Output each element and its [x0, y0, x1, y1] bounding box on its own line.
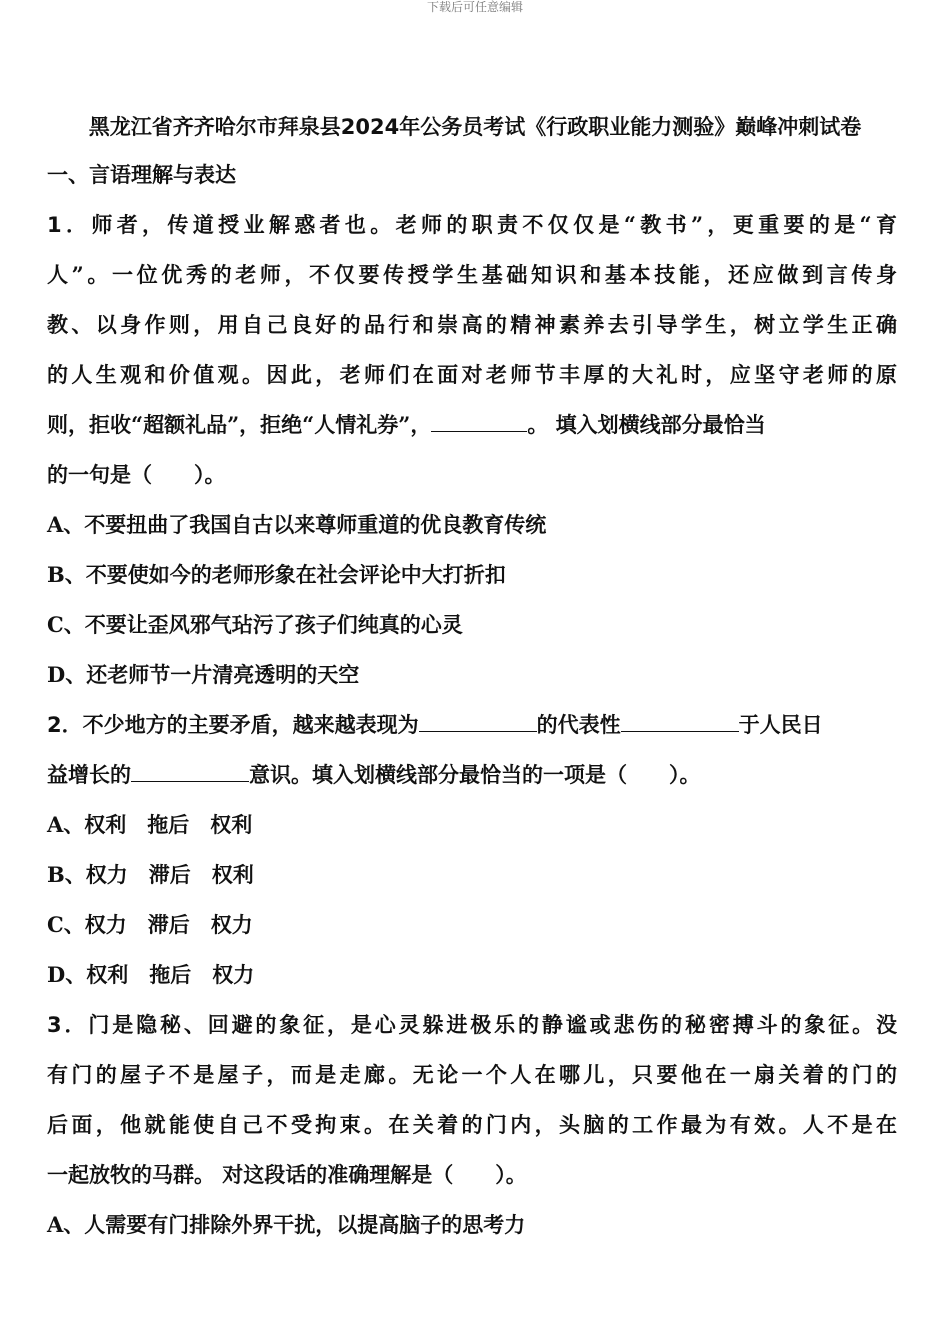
question-1-line: 的人生观和价值观。因此，老师们在面对老师节丰厚的大礼时，应坚守老师的原 — [47, 362, 897, 387]
question-1-line: 教、以身作则，用自己良好的品行和崇高的精神素养去引导学生，树立学生正确 — [47, 312, 897, 337]
question-2-text: 意识。填入划横线部分最恰当的一项是（ ）。 — [249, 762, 701, 787]
question-2-option-c: C、权力 滞后 权力 — [47, 912, 253, 937]
question-1-line: 人”。一位优秀的老师，不仅要传授学生基础知识和基本技能，还应做到言传身 — [47, 262, 897, 287]
question-1-option-a: A、不要扭曲了我国自古以来尊师重道的优良教育传统 — [47, 512, 547, 537]
answer-blank — [621, 709, 739, 732]
question-2-text: 的代表性 — [536, 712, 621, 737]
question-1-number: 1 — [47, 213, 62, 237]
question-2-option-b: B、权力 滞后 权利 — [47, 862, 254, 887]
question-content — [47, 209, 897, 1259]
question-1-line — [47, 209, 897, 259]
answer-blank — [131, 759, 249, 782]
question-1-option-d: D、还老师节一片清亮透明的天空 — [47, 662, 360, 687]
question-2-line — [47, 759, 897, 809]
question-1-text: ．师者，传道授业解惑者也。老师的职责不仅仅是“教书”，更重要的是“育 — [61, 212, 897, 237]
question-3-line: 有门的屋子不是屋子，而是走廊。无论一个人在哪儿，只要他在一扇关着的门的 — [47, 1062, 897, 1087]
question-1-text: 则，拒收“超额礼品”，拒绝“人情礼券”， — [47, 412, 432, 437]
header-watermark: 下载后可任意编辑 — [426, 0, 523, 14]
question-1-option-c: C、不要让歪风邪气玷污了孩子们纯真的心灵 — [47, 612, 463, 637]
question-1-text: 。 填入划横线部分最恰当 — [527, 412, 766, 437]
question-2-text: 益增长的 — [47, 762, 131, 787]
section-heading: 一、言语理解与表达 — [47, 163, 236, 187]
question-3-option-a: A、人需要有门排除外界干扰，以提高脑子的思考力 — [47, 1212, 526, 1237]
document-title: 黑龙江省齐齐哈尔市拜泉县2024年公务员考试《行政职业能力测验》巅峰冲刺试卷 — [88, 115, 862, 139]
question-2-option-a: A、权利 拖后 权利 — [47, 812, 253, 837]
question-1-option-b: B、不要使如今的老师形象在社会评论中大打折扣 — [47, 562, 506, 587]
question-2-line — [47, 709, 897, 759]
question-3-line: 一起放牧的马群。 对这段话的准确理解是（ ）。 — [47, 1162, 527, 1187]
question-1-line — [47, 409, 897, 459]
question-3-text: ．门是隐秘、回避的象征，是心灵躲进极乐的静谧或悲伤的秘密搏斗的象征。没 — [61, 1012, 897, 1037]
answer-blank — [431, 409, 527, 432]
question-2-text: 于人民日 — [738, 712, 823, 737]
answer-blank — [419, 709, 537, 732]
question-2-text: ．不少地方的主要矛盾，越来越表现为 — [61, 712, 419, 737]
question-3-line: 后面，他就能使自己不受拘束。在关着的门内，头脑的工作最为有效。人不是在 — [47, 1112, 897, 1137]
question-3-line — [47, 1009, 897, 1059]
question-2-number: 2 — [47, 713, 62, 737]
question-2-option-d: D、权利 拖后 权力 — [47, 962, 255, 987]
question-1-line: 的一句是（ ）。 — [47, 462, 226, 487]
question-3-number: 3 — [47, 1013, 62, 1037]
